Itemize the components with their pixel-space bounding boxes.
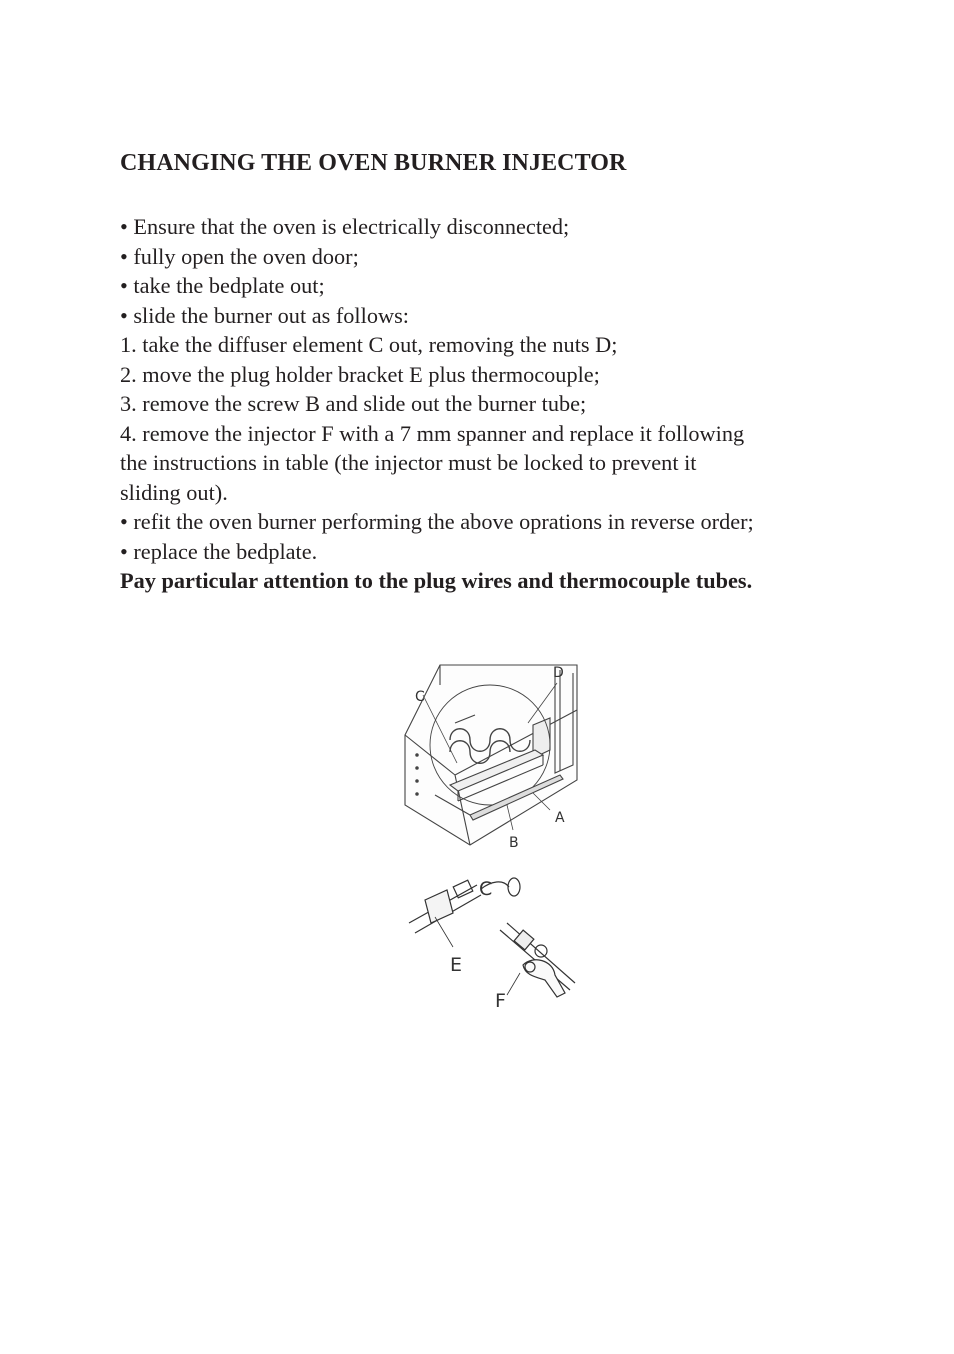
instruction-line: • fully open the oven door; xyxy=(120,243,359,269)
instruction-line: 2. move the plug holder bracket E plus thermocouple; xyxy=(120,361,600,387)
label-b: B xyxy=(509,835,519,851)
instruction-line: the instructions in table (the injector must be locked to prevent it xyxy=(120,450,697,475)
instruction-line: • Ensure that the oven is electrically disconnected; xyxy=(120,214,570,239)
burner-diagram-svg xyxy=(395,655,595,1015)
instruction-line: • take the bedplate out; xyxy=(120,273,325,298)
instruction-line: sliding out). xyxy=(120,479,228,505)
instruction-line: • refit the oven burner performing the above oprations in reverse order; xyxy=(120,509,754,534)
burner-diagram xyxy=(395,655,595,1015)
label-c: C xyxy=(415,689,425,705)
warning-note: Pay particular attention to the plug wires and thermocouple tubes. xyxy=(120,568,753,593)
label-a: A xyxy=(555,810,565,826)
label-f: F xyxy=(495,990,506,1012)
instruction-line: 1. take the diffuser element C out, removing the nuts D; xyxy=(120,332,618,357)
label-d: D xyxy=(553,665,564,681)
instruction-line: • replace the bedplate. xyxy=(120,538,318,564)
page-title: CHANGING THE OVEN BURNER INJECTOR xyxy=(120,150,627,176)
instruction-line: • slide the burner out as follows: xyxy=(120,302,409,328)
instruction-line: 3. remove the screw B and slide out the burner tube; xyxy=(120,391,587,416)
label-c-detail: C xyxy=(479,878,493,900)
oven-drawing xyxy=(405,665,577,845)
instructions xyxy=(120,212,840,596)
label-e: E xyxy=(450,954,463,976)
instruction-line: 4. remove the injector F with a 7 mm spanner and replace it following xyxy=(120,420,745,446)
